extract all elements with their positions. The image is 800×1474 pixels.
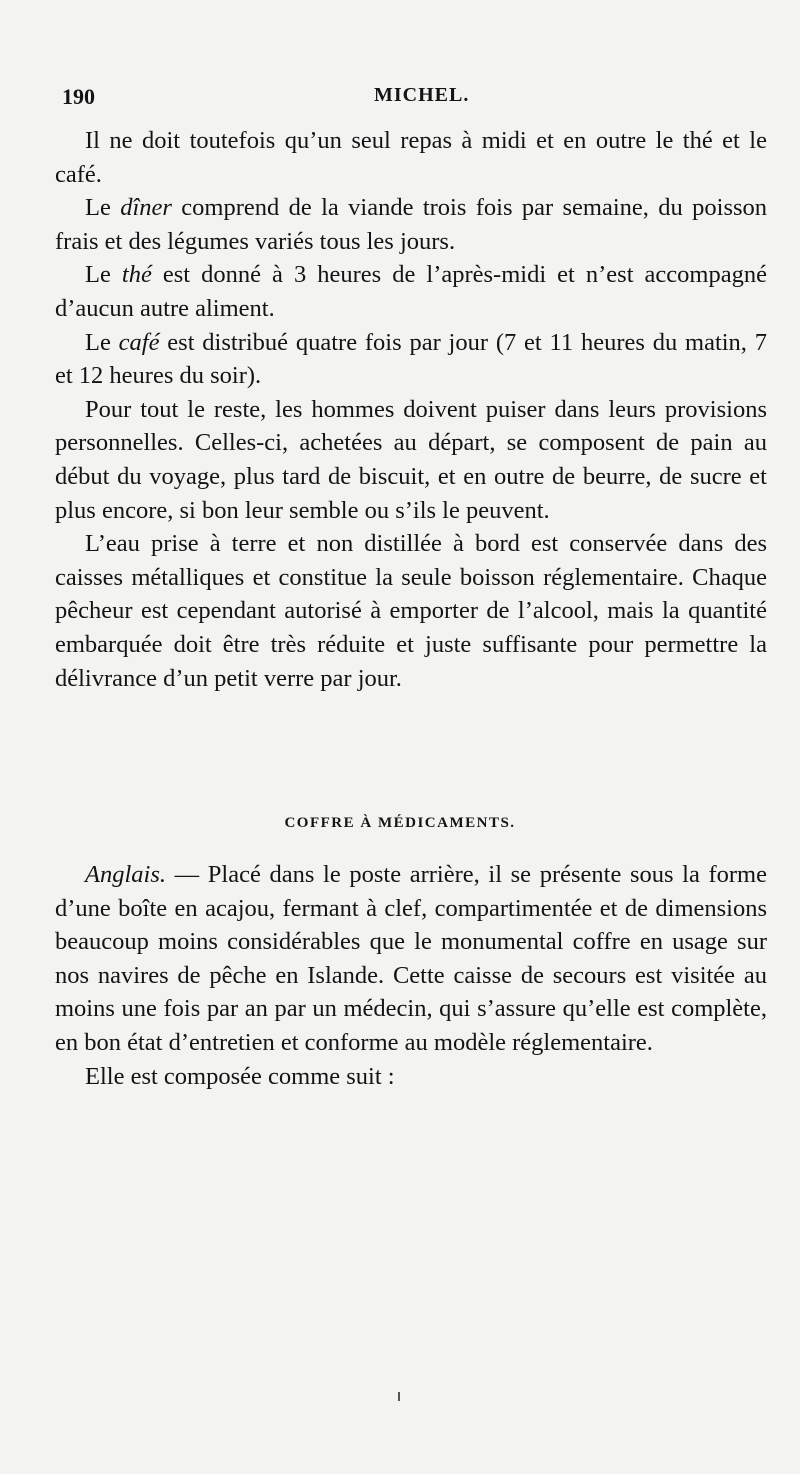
paragraph [55,191,767,258]
running-head: MICHEL. [374,84,470,106]
text-segment: Le [85,194,121,222]
text-segment: Pour tout le reste, les hommes doivent puiser dans leurs provisions personnelles. Celles-ci, achetées au départ, se composent de pain au début du voyage, plus tard de biscuit, et en outre de beurre, de sucre et plus encore, si bon leur semble ou s’ils le peuvent. [55,395,767,524]
paragraph [55,527,767,695]
text-segment: Le [85,261,122,289]
paragraph [55,1060,767,1094]
page-number: 190 [62,84,95,109]
text-segment: Il ne doit toutefois qu’un seul repas à midi et en outre le thé et le café. [55,127,767,188]
italic-text-segment: dîner [120,194,172,222]
paragraph [55,258,767,325]
page-header [62,84,762,114]
text-segment: est distribué quatre fois par jour (7 et 11 heures du matin, 7 et 12 heures du soir). [55,328,767,390]
italic-text-segment: thé [121,261,152,289]
text-segment: Elle est composée comme suit : [85,1062,395,1090]
text-segment: L’eau prise à terre et non distillée à bord est conservée dans des caisses métalliques et constitue la seule boisson réglementaire. Chaque pêcheur est cependant autorisé à emporter de l’alcool, mais la quantité embarquée doit être très réduite et juste suffisante pour permettre la délivrance d’un petit verre par jour. [55,530,767,692]
text-segment: est donné à 3 heures de l’après-midi et n’est accompagné d’aucun autre aliment. [55,261,767,322]
ink-speck [398,1392,400,1401]
paragraph [55,124,767,191]
text-segment: Le [85,328,119,356]
section-heading: COFFRE À MÉDICAMENTS. [284,815,516,831]
body-text-block [55,124,767,695]
italic-text-segment: Anglais. [85,861,166,888]
paragraph [55,858,767,1060]
paragraph [55,326,767,393]
paragraph [55,393,767,527]
italic-text-segment: café [118,328,160,356]
text-segment: comprend de la viande trois fois par semaine, du poisson frais et des légumes variés tous les jours. [55,194,768,255]
body-text-block-2 [55,858,767,1093]
text-segment: — Placé dans le poste arrière, il se présente sous la forme d’une boîte en acajou, fermant à clef, compartimentée et de dimensions beaucoup moins considérables que le monumental coffre en usage sur nos navires de pêche en Islande. Cette caisse de secours est visitée au moins une fois par an par un médecin, qui s’assure qu’elle est complète, en bon état d’entretien et conforme au modèle réglementaire. [55,861,767,1056]
